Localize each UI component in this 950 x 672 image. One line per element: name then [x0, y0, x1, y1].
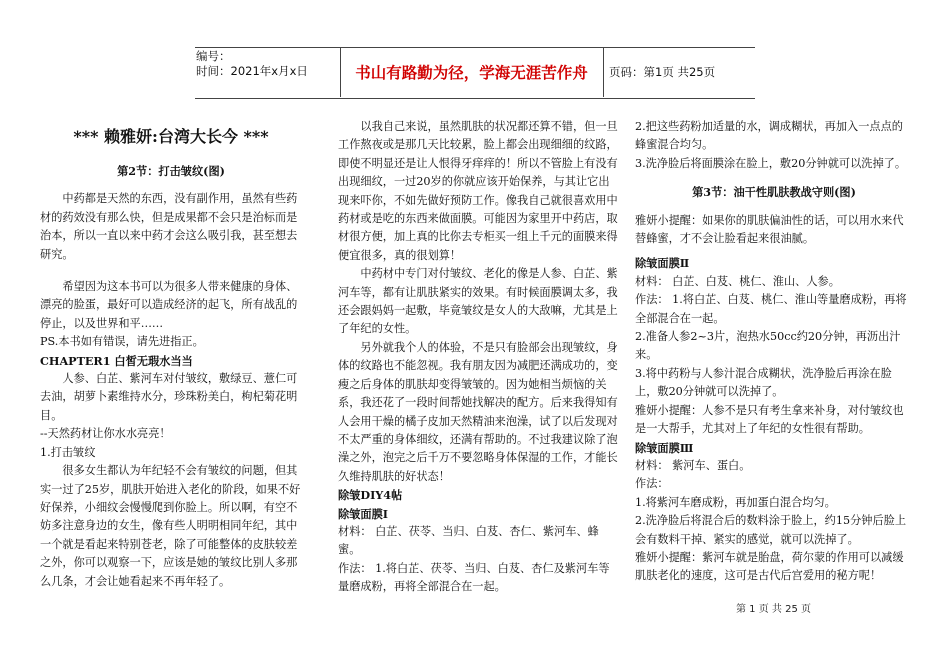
header-motto: 书山有路勤为径，学海无涯苦作舟: [355, 64, 588, 82]
paragraph: 3.洗净脸后将面膜涂在脸上，敷20分钟就可以洗掉了。: [635, 156, 907, 170]
paragraph: 2.把这些药粉加适量的水，调成糊状，再加入一点点的蜂蜜混合均匀。: [635, 120, 903, 152]
paragraph: PS.本书如有错误，请先进指正。: [40, 335, 204, 349]
chapter-heading: CHAPTER1 白皙无瑕水当当: [40, 353, 193, 368]
mask-method-label: 作法：: [635, 477, 669, 491]
paragraph: 以我自己来说，虽然肌肤的状况都还算不错，但一旦工作熬夜或是那几天比较累，脸上都会出现细细的纹路，即使不明显还是让人恨得牙痒痒的！所以不管脸上有没有出现细纹，一过20岁的你就应该开始保养，与其让它出现来吓你，不如先做好预防工作。像我自己就很喜欢用中药材或是吃的东西来做面膜。可能因为家里开中药店，取材很方便，加上真的比你去专柜买一组上千元的面膜来得便宜很多，真的很划算！: [338, 120, 618, 262]
header-page-info: 页码：第1页 共25页: [609, 65, 716, 79]
subheading: 1.打击皱纹: [40, 445, 96, 459]
mask-method: 2.洗净脸后将混合后的数料涂于脸上，约15分钟后脸上会有数料干掉、紧实的感觉，就可以洗掉了。: [635, 514, 907, 546]
paragraph: 很多女生都认为年纪轻不会有皱纹的问题，但其实一过了25岁，肌肤开始进入老化的阶段，如果不好好保养，小细纹会慢慢爬到你脸上。所以啊，有空不妨多注意身边的女生，像有些人明明相同年纪，其中一个就是看起来特别苍老，除了可能整体的皮肤较差之外，你可以观察一下，应该是她的皱纹比别人多那么几条，才会让她看起来不再年轻了。: [40, 464, 301, 588]
diy-heading: 除皱DIY4帖: [338, 488, 403, 503]
tip: 雅妍小提醒：紫河车就是胎盘，荷尔蒙的作用可以减缓肌肤老化的速度，这可是古代后宫爱用的秘方呢！: [635, 550, 904, 583]
page-footer: 第 1 页 共 25 页: [736, 604, 811, 615]
mask-materials: 材料： 紫河车、蛋白。: [635, 458, 751, 472]
date-label: 时间：2021年x月x日: [196, 64, 308, 78]
section-title: 第2节：打击皱纹(图): [117, 164, 225, 178]
mask-heading: 除皱面膜Ⅰ: [338, 506, 388, 521]
header-divider: [603, 47, 604, 97]
paragraph: 中药材中专门对付皱纹、老化的像是人参、白芷、紫河车等，都有让肌肤紧实的效果。有时候面膜调太多，我还会跟妈妈一起敷，毕竟皱纹是女人的大敌嘛，尤其是上了年纪的女性。: [338, 267, 618, 336]
paragraph: 中药都是天然的东西，没有副作用，虽然有些药材的药效没有那么快，但是成果都不会只是治标而是治本，所以一直以来中药才会这么吸引我，甚至想去研究。: [40, 192, 298, 261]
paragraph: 希望因为这本书可以为很多人带来健康的身体、漂亮的脸蛋，最好可以造成经济的起飞，所有战乱的停止，以及世界和平……: [40, 280, 298, 330]
column-2: [338, 118, 618, 597]
tip: 雅妍小提醒：人参不是只有考生拿来补身，对付皱纹也是一大帮手，尤其对上了年纪的女性很有帮助。: [635, 403, 904, 436]
paragraph: 另外就我个人的体验，不是只有脸部会出现皱纹，身体的纹路也不能忽视。我有朋友因为减肥还满成功的，变瘦之后身体的肌肤却变得皱皱的。因为她相当烦恼的关系，我还花了一段时间帮她找解决的配方。后来我得知有人会用干燥的橘子皮加天然精油来泡澡，试了以后发现对不太严重的身体细纹，还满有帮助的。不过我建议除了泡澡之外，泡完之后千万不要忽略身体保湿的工作，才能长久维持肌肤的好状态！: [338, 340, 618, 483]
mask-method: 作法： 1.将白芷、白芨、桃仁、淮山等量磨成粉，再将全部混合在一起。: [635, 293, 907, 325]
mask-method: 2.准备人参2~3片，泡热水50cc约20分钟，再沥出汁来。: [635, 330, 901, 362]
section-title: 第3节：油干性肌肤教战守则(图): [692, 185, 856, 200]
column-3: [635, 118, 913, 586]
paragraph: --天然药材让你水水亮亮！: [40, 427, 171, 441]
paragraph: 人参、白芷、紫河车对付皱纹，敷绿豆、薏仁可去油，胡萝卜素维持水分，珍珠粉美白，枸杞菊花明目。: [40, 372, 298, 422]
serial-label: 编号：: [196, 49, 231, 63]
mask-method: 作法： 1.将白芷、茯苓、当归、白芨、杏仁及紫河车等量磨成粉，再将全部混合在一起。: [338, 561, 610, 594]
header-meta: [196, 49, 336, 79]
mask-materials: 材料： 白芷、白芨、桃仁、淮山、人参。: [635, 274, 840, 288]
mask-heading: 除皱面膜Ⅱ: [635, 256, 690, 271]
mask-method: 1.将紫河车磨成粉，再加蛋白混合均匀。: [635, 495, 836, 509]
mask-heading: 除皱面膜Ⅲ: [635, 440, 694, 455]
mask-method: 3.将中药粉与人参汁混合成糊状，洗净脸后再涂在脸上，敷20分钟就可以洗掉了。: [635, 366, 892, 399]
mask-materials: 材料： 白芷、茯苓、当归、白芨、杏仁、紫河车、蜂蜜。: [338, 524, 599, 557]
column-1: [40, 118, 302, 591]
document-title: *** 赖雅妍:台湾大长今 ***: [73, 127, 269, 146]
paragraph: 雅妍小提醒：如果你的肌肤偏油性的话，可以用水来代替蜂蜜，才不会让脸看起来很油腻。: [635, 213, 904, 246]
